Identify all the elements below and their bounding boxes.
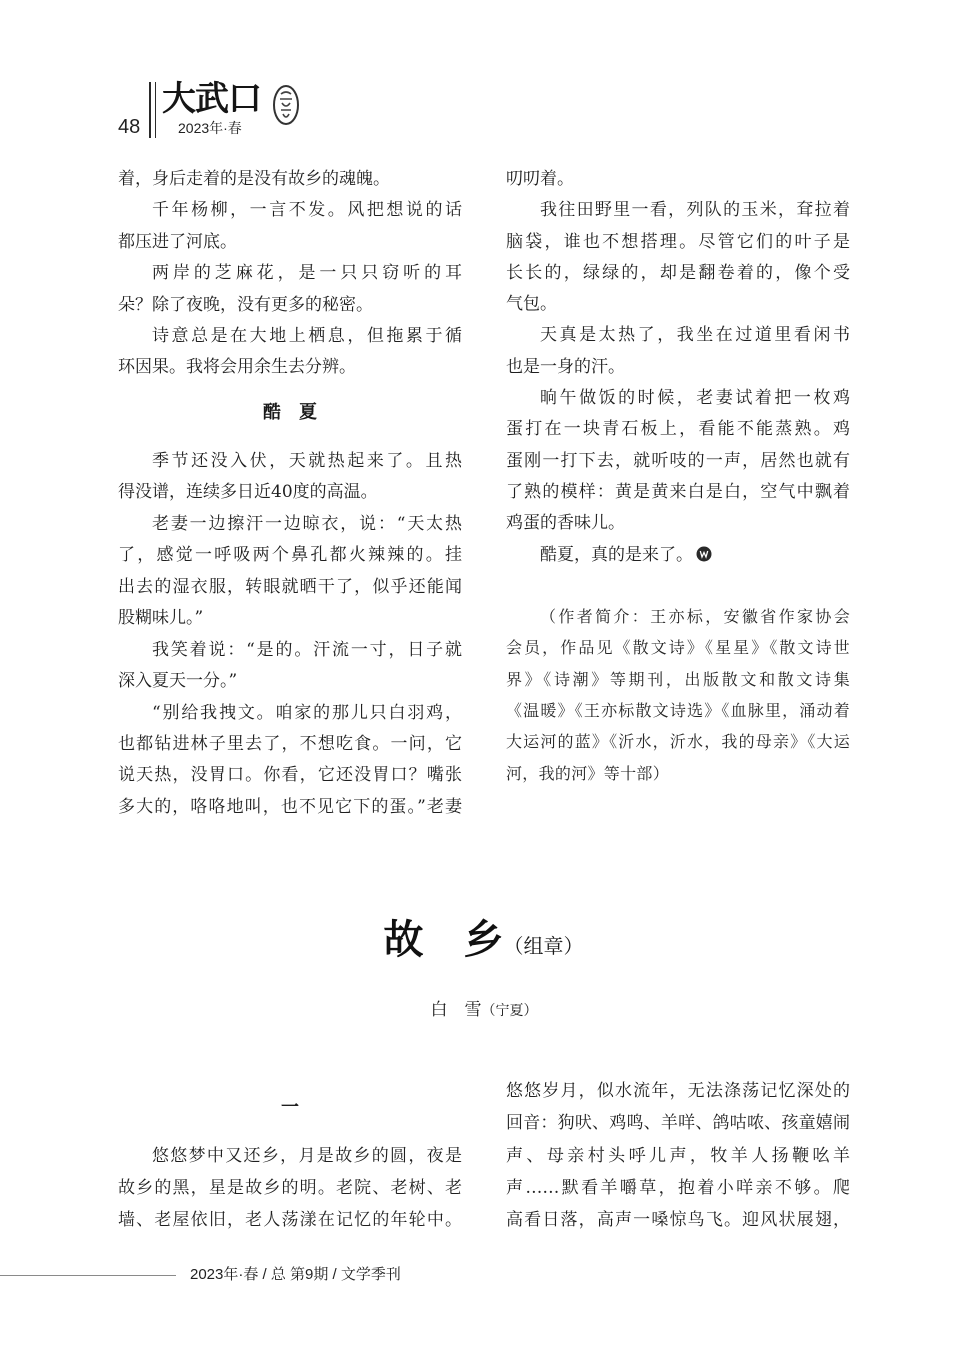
text-line: 蛋刚一打下去，就听吱的一声，居然也就有 (506, 450, 850, 471)
text-line: 多大的，咯咯地叫，也不见它下的蛋。”老妻 (118, 796, 462, 817)
text-line: 脑袋，谁也不想搭理。尽管它们的叶子是 (506, 231, 850, 252)
text-line (506, 540, 850, 571)
header-divider (155, 82, 156, 138)
text-line: 鸡蛋的香味儿。 (506, 513, 625, 534)
issue-label: 2023年·春 (178, 120, 242, 136)
article-subtitle: （组章） (503, 934, 584, 958)
section-title: 酷 夏 (263, 402, 317, 423)
spacer (506, 571, 850, 602)
article-title (0, 914, 967, 966)
right-column-bottom (506, 1075, 850, 1236)
text-line: 我笑着说：“是的。汗流一寸，日子就 (152, 639, 462, 660)
author-note-line: 界》《诗潮》等期刊，出版散文和散文诗集 (506, 671, 850, 689)
left-column-bottom (118, 1140, 462, 1236)
text-line: 着，身后走着的是没有故乡的魂魄。 (118, 169, 390, 189)
text-line: 晌午做饭的时候，老妻试着把一枚鸡 (540, 388, 850, 409)
text-line: 环因果。我将会用余生去分辨。 (118, 357, 356, 378)
article-title-text: 故 乡 (383, 916, 504, 963)
author-note-line: （作者简介：王亦标，安徽省作家协会 (540, 609, 850, 627)
text-line: 高看日落，高声一嗓惊鸟飞。迎风状展翅， (506, 1210, 850, 1230)
text-line: 得没谱，连续多日近40度的高温。 (118, 482, 378, 503)
text-line: 股糊味儿。” (118, 608, 204, 629)
text-line: 长长的，绿绿的，却是翻卷着的，像个受 (506, 262, 850, 283)
text-line: “别给我拽文。咱家的那儿只白羽鸡， (152, 702, 462, 723)
part-number: 一 (281, 1097, 299, 1118)
text-line: 也都钻进林子里去了，不想吃食。一问，它 (118, 733, 462, 754)
text-line: 回音：狗吠、鸡鸣、羊咩、鸽咕哝、孩童嬉闹 (506, 1113, 850, 1134)
footer-rule (0, 1275, 176, 1276)
text-line: 气包。 (506, 294, 557, 315)
author-note-line: 《温暖》《王亦标散文诗选》《血脉里，涌动着 (506, 703, 850, 721)
text-line: 也是一身的汗。 (506, 356, 625, 377)
closing-sentence: 酷夏，真的是来了。 (540, 544, 693, 565)
text-line: 故乡的黑，星是故乡的明。老院、老树、老 (118, 1178, 462, 1198)
text-line: 叨叨着。 (506, 169, 574, 189)
text-line: 悠悠岁月，似水流年，无法涤荡记忆深处的 (506, 1081, 850, 1101)
text-line: 诗意总是在大地上栖息，但拖累于循 (152, 325, 462, 346)
text-line: 悠悠梦中又还乡，月是故乡的圆，夜是 (152, 1146, 462, 1166)
text-line: 蛋打在一块青石板上，看能不能蒸熟。鸡 (506, 419, 850, 440)
left-column-top (118, 164, 462, 384)
author-note-line: 会员，作品见《散文诗》《星星》《散文诗世 (506, 640, 850, 658)
right-column-top (506, 164, 850, 790)
author-note-line: 大运河的蓝》《沂水，沂水，我的母亲》《大运 (506, 734, 850, 752)
text-line: 墙、老屋依旧，老人荡漾在记忆的年轮中。 (118, 1210, 462, 1230)
text-line: 深入夏天一分。” (118, 671, 238, 692)
text-line: 出去的湿衣服，转眼就晒干了，似乎还能闻 (118, 576, 462, 597)
text-line: 天真是太热了，我坐在过道里看闲书 (540, 325, 850, 346)
text-line: 两岸的芝麻花，是一只只窃听的耳 (152, 263, 462, 284)
text-line: 声、母亲村头呼儿声，牧羊人扬鞭吆羊 (506, 1145, 850, 1166)
text-line: 了，感觉一呼吸两个鼻孔都火辣辣的。挂 (118, 545, 462, 566)
text-line: 老妻一边擦汗一边晾衣，说：“天太热 (152, 513, 462, 534)
footer-text: 2023年·春 / 总 第9期 / 文学季刊 (190, 1266, 401, 1283)
author-name: 白 雪 (430, 1000, 482, 1020)
text-line: 我往田野里一看，列队的玉米，耷拉着 (540, 200, 850, 221)
text-line: 声……默看羊嚼草，抱着小咩亲不够。爬 (506, 1177, 850, 1198)
text-line: 朵？除了夜晚，没有更多的秘密。 (118, 294, 373, 315)
end-mark-icon (696, 542, 712, 558)
page-number: 48 (118, 116, 141, 138)
header-divider (149, 82, 151, 138)
text-line: 季节还没入伏，天就热起来了。且热 (152, 451, 462, 471)
text-line: 了熟的模样：黄是黄来白是白，空气中飘着 (506, 481, 850, 502)
magazine-logo: 大武口 (162, 79, 261, 119)
author-note-line: 河，我的河》等十部） (506, 765, 670, 783)
seal-icon (272, 84, 300, 126)
byline (0, 997, 968, 1023)
text-line: 千年杨柳，一言不发。风把想说的话 (152, 200, 462, 221)
author-region: （宁夏） (481, 1003, 538, 1019)
text-line: 都压进了河底。 (118, 231, 237, 252)
text-line: 说天热，没胃口。你看，它还没胃口？嘴张 (118, 765, 462, 786)
left-column-middle (118, 446, 462, 823)
